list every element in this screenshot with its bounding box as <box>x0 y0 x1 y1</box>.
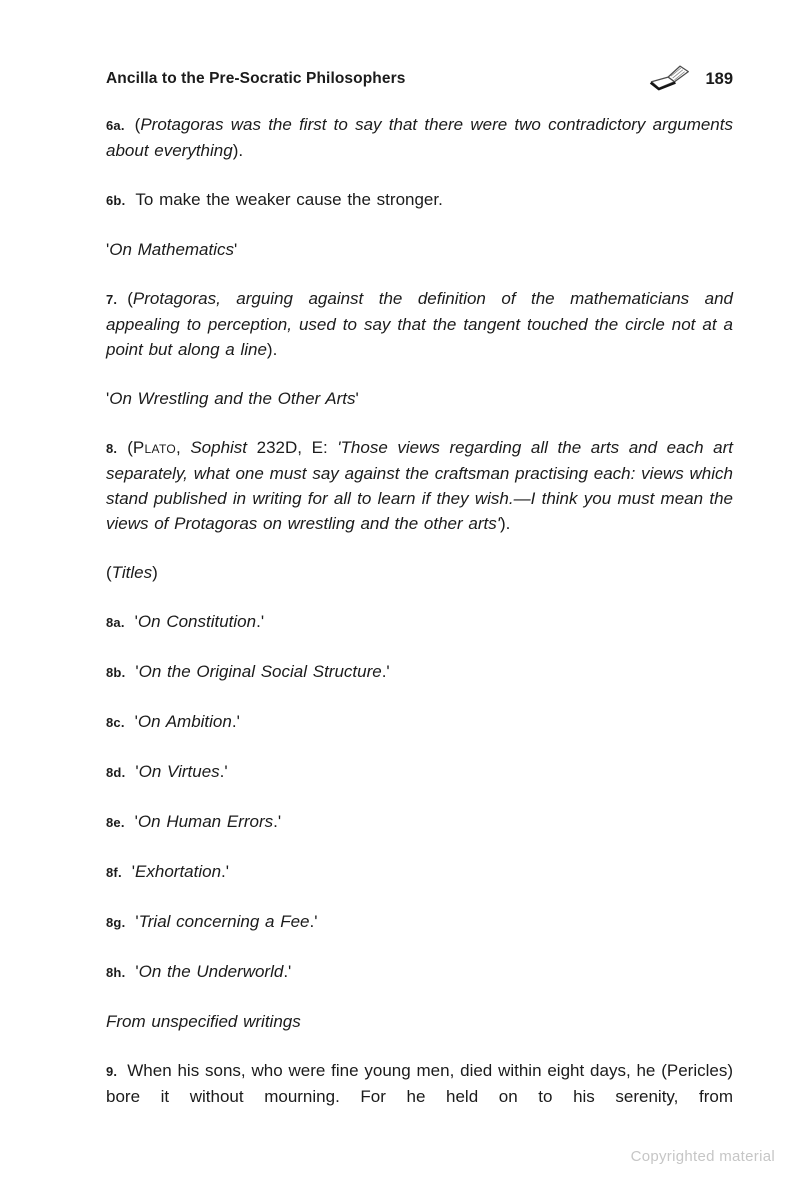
text-segment: .' <box>309 912 318 931</box>
copyright-notice: Copyrighted material <box>630 1148 775 1165</box>
text-segment: On Human Errors <box>137 812 274 831</box>
text-segment: ' <box>135 962 139 981</box>
text-segment: ' <box>135 662 139 681</box>
paragraph <box>106 759 733 785</box>
paragraph <box>106 237 733 262</box>
text-segment: .' <box>273 812 282 831</box>
text-segment: ' <box>134 712 138 731</box>
text-segment: Exhortation <box>135 862 222 881</box>
fragment-number: 8h. <box>106 965 126 980</box>
text-segment: ( <box>106 563 112 582</box>
paragraph <box>106 187 733 213</box>
fragment-number: 8g. <box>106 915 126 930</box>
text-segment: Sophist <box>190 438 248 457</box>
text-segment: On Ambition <box>137 712 232 731</box>
text-segment: ) <box>152 563 158 582</box>
text-segment: Plato <box>132 438 176 457</box>
text-segment: Titles <box>111 563 153 582</box>
text-segment: .' <box>219 762 228 781</box>
text-segment: Protagoras was the first to say that there were two contradictory arguments about everything <box>106 115 733 160</box>
text-segment: Trial concerning a Fee <box>138 912 310 931</box>
text-segment: ' <box>106 240 110 259</box>
text-segment: On the Underworld <box>138 962 284 981</box>
text-segment: On the Original Social Structure <box>138 662 382 681</box>
text-segment: When his sons, who were fine young men, died within eight days, he (Pericles) bore it without mourning. For he held on to his serenity, from <box>106 1061 733 1106</box>
paragraph <box>106 659 733 685</box>
text-segment: ). <box>232 141 244 160</box>
paragraph <box>106 959 733 985</box>
text-segment: ' <box>135 762 139 781</box>
text-segment: .' <box>221 862 229 881</box>
text-segment: ' <box>134 612 138 631</box>
paragraph <box>106 809 733 835</box>
text-segment: ). <box>499 514 511 533</box>
fragment-number: 8c. <box>106 715 125 730</box>
fragment-number: 9. <box>106 1064 118 1079</box>
fragment-number: 8e. <box>106 815 125 830</box>
text-segment: ( <box>127 438 133 457</box>
paragraph <box>106 909 733 935</box>
paragraph <box>106 709 733 735</box>
fragment-number: 8a. <box>106 615 125 630</box>
text-segment: .' <box>381 662 390 681</box>
paragraph <box>106 1009 733 1034</box>
paragraph <box>106 386 733 411</box>
text-segment: .' <box>231 712 240 731</box>
text-segment: ' <box>135 912 139 931</box>
text-segment: On Wrestling and the Other Arts <box>109 389 356 408</box>
paragraph <box>106 1058 733 1109</box>
text-segment: ' <box>234 240 238 259</box>
text-segment: ( <box>127 289 133 308</box>
text-segment: , <box>176 438 191 457</box>
page-number: 189 <box>705 69 733 88</box>
text-segment: ' <box>355 389 359 408</box>
fragment-number: 6b. <box>106 193 126 208</box>
text-segment: .' <box>256 612 265 631</box>
open-book-icon <box>646 63 692 95</box>
text-segment: From unspecified writings <box>106 1012 301 1031</box>
text-segment: On Virtues <box>138 762 220 781</box>
page-body <box>106 112 733 1109</box>
text-segment: .' <box>283 962 292 981</box>
text-segment: To make the weaker cause the stronger. <box>135 190 443 209</box>
fragment-number: 8f. <box>106 865 122 880</box>
fragment-number: 6a. <box>106 118 125 133</box>
text-segment: On Mathematics <box>109 240 235 259</box>
text-segment: ' <box>131 862 136 881</box>
text-segment: 'Those views regarding all the arts and each art separately, what one must say against the craftsman practising each: views which stand published in writing for all to learn if they wish.—I think you must mean the views of Protagoras on wrestling and the other arts' <box>106 438 733 533</box>
page-content <box>106 64 733 1133</box>
fragment-number: 8d. <box>106 765 126 780</box>
fragment-number: 8b. <box>106 665 126 680</box>
text-segment: Protagoras, arguing against the definition of the mathematicians and appealing to perception, used to say that the tangent touched the circle not at a point but along a line <box>106 289 733 359</box>
header-right <box>646 63 733 95</box>
paragraph <box>106 435 733 536</box>
running-head-title: Ancilla to the Pre-Socratic Philosophers <box>106 70 406 87</box>
text-segment: ). <box>266 340 278 359</box>
text-segment: ' <box>106 389 110 408</box>
paragraph <box>106 609 733 635</box>
paragraph <box>106 560 733 585</box>
paragraph <box>106 286 733 362</box>
text-segment: On Constitution <box>137 612 257 631</box>
fragment-number: 8. <box>106 441 118 456</box>
text-segment: ' <box>134 812 138 831</box>
paragraph <box>106 859 733 885</box>
text-segment: ( <box>134 115 141 134</box>
fragment-number: 7. <box>106 292 118 307</box>
paragraph <box>106 112 733 163</box>
page-header <box>106 64 733 94</box>
text-segment: 232D, E: <box>247 438 338 457</box>
